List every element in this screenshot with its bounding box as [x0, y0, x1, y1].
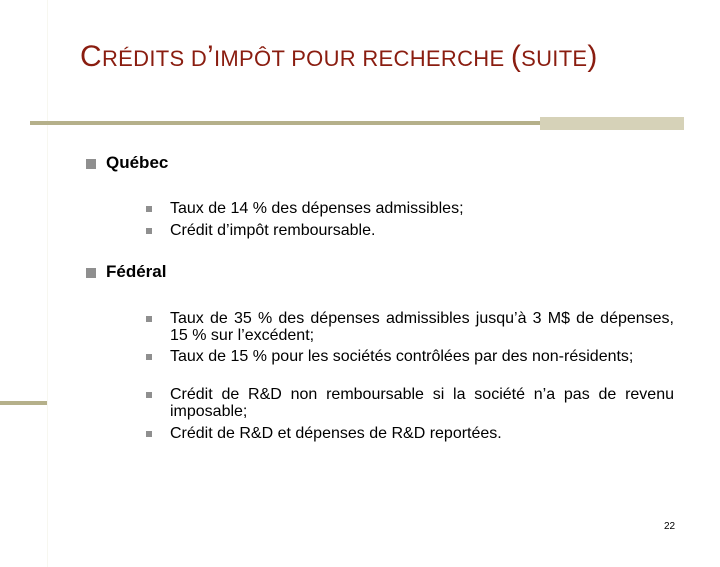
left-decorative-bar [0, 0, 47, 567]
list-item-text: Taux de 35 % des dépenses admissibles jusqu’à 3 M$ de dépenses, 15 % sur l’excédent; [170, 310, 674, 344]
list-item-text: Crédit de R&D et dépenses de R&D reportées. [170, 425, 502, 442]
list-item-text: Taux de 14 % des dépenses admissibles; [170, 200, 464, 217]
list-item-text: Taux de 15 % pour les sociétés contrôlées par des non-résidents; [170, 348, 634, 365]
title-underline-block [540, 117, 684, 130]
square-bullet-icon [86, 159, 96, 169]
page-number: 22 [664, 521, 676, 532]
title-part: ) [587, 40, 598, 73]
square-bullet-icon [146, 316, 152, 322]
square-bullet-icon [146, 392, 152, 398]
title-part: RÉDITS D [101, 46, 208, 71]
list-item-text: Crédit de R&D non remboursable si la société n’a pas de revenu imposable; [170, 386, 674, 420]
square-bullet-icon [146, 228, 152, 234]
title-underline [30, 121, 540, 125]
list-item-text: Crédit d’impôt remboursable. [170, 222, 376, 239]
title-part: ( [510, 40, 522, 73]
slide-title [80, 40, 598, 74]
square-bullet-icon [86, 268, 96, 278]
square-bullet-icon [146, 206, 152, 212]
title-part: ’ [207, 40, 215, 73]
square-bullet-icon [146, 354, 152, 360]
square-bullet-icon [146, 431, 152, 437]
section-heading-text: Québec [106, 153, 169, 172]
title-part: IMPÔT POUR RECHERCHE [214, 46, 511, 71]
title-part: C [80, 40, 102, 73]
title-part: SUITE [521, 46, 588, 71]
section-heading-text: Fédéral [106, 262, 167, 281]
